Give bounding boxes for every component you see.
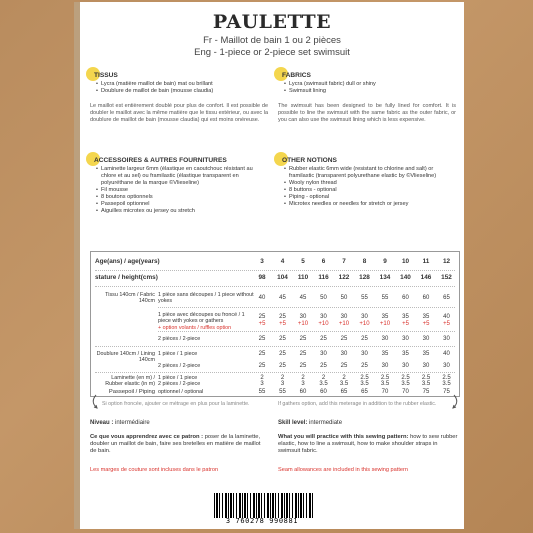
table-cell: +5 (443, 321, 450, 327)
table-cell: 30 (361, 314, 368, 320)
table-cell: 30 (340, 351, 348, 357)
skill-label: Skill level: (278, 420, 308, 426)
learn-en-label: What you will practice with this sewing pattern: (278, 434, 409, 440)
table-cell: 30 (443, 336, 450, 342)
list-item: • 8 buttons - optional (284, 187, 456, 194)
table-cell: 2 (260, 375, 264, 381)
table-cell: 25 (299, 336, 307, 342)
table-cell: 60 (422, 295, 430, 301)
table-cell: 10 (401, 258, 410, 265)
table-cell: 122 (338, 274, 350, 281)
table-cell: +10 (338, 321, 350, 327)
list-item: • Aiguilles microtex ou jersey ou stretch (96, 208, 268, 215)
table-cell: 25 (279, 314, 286, 320)
table-cell: 30 (422, 336, 430, 342)
learn-fr-text: poser de la laminette, doubler un maillot de bain, faire ses bretelles en matière de maillot de bain. (90, 434, 261, 454)
table-cell: 3 (260, 381, 264, 387)
table-cell: 60 (402, 295, 409, 301)
table-cell: 3.5 (319, 381, 328, 387)
table-cell: 25 (340, 363, 348, 369)
seam-allowance-en: Seam allowances are included in this sewing pattern (278, 467, 408, 473)
table-cell: 25 (361, 363, 368, 369)
table-cell: 30 (422, 363, 430, 369)
table-cell: 134 (379, 274, 391, 281)
table-cell: 3.5 (339, 381, 349, 387)
doublure-label: Doublure 140cm / Lining 140cm (96, 351, 155, 364)
barcode-number: 3 760278 990881 (225, 517, 299, 525)
learn-en-text: how to sew rubber elastic, how to line a swimsuit, how to make shoulder straps in swimsuit fabric. (278, 434, 458, 454)
fabrics-heading: FABRICS (278, 72, 456, 79)
learn-fr-label: Ce que vous apprendrez avec ce patron : (90, 434, 204, 440)
table-cell: 2.5 (442, 375, 451, 381)
passepoil-label: Passepoil / Piping (108, 389, 155, 395)
table-cell: 30 (320, 314, 327, 320)
divider (158, 307, 455, 308)
table-cell: 25 (320, 336, 327, 342)
table-cell: 25 (320, 363, 327, 369)
table-cell: 55 (279, 389, 286, 395)
table-cell: 25 (258, 351, 266, 357)
table-cell: 30 (402, 363, 409, 369)
table-cell: 55 (381, 295, 389, 301)
table-cell: 4 (280, 258, 285, 265)
table-cell: 65 (340, 389, 348, 395)
table-cell: 104 (277, 274, 288, 281)
tissu-row-3-label: 2 pièces / 2-piece (158, 336, 201, 342)
niveau-label: Niveau : (90, 420, 114, 426)
table-cell: 25 (340, 336, 348, 342)
table-cell: +10 (379, 321, 391, 327)
ruffles-option-label: + option volants / ruffles option (158, 325, 232, 331)
table-cell: 2 (301, 375, 305, 381)
tissus-heading: TISSUS (90, 72, 268, 79)
subtitle-fr: Fr - Maillot de bain 1 ou 2 pièces (203, 35, 341, 46)
notions-block (278, 157, 456, 208)
accessoires-block (90, 157, 268, 215)
list-item: • Fil mousse (96, 187, 268, 194)
divider (158, 331, 455, 332)
tissus-list (90, 81, 268, 95)
table-cell: 70 (381, 389, 389, 395)
table-cell: 98 (258, 274, 266, 281)
table-cell: +5 (279, 321, 286, 327)
table-cell: 3.5 (442, 381, 451, 387)
table-cell: 2.5 (380, 375, 390, 381)
table-cell: 65 (361, 389, 368, 395)
age-label: Age(ans) / age(years) (95, 258, 160, 265)
list-item: • Passepoil optionnel (96, 201, 268, 208)
table-cell: 3.5 (421, 381, 431, 387)
table-cell: 2 (280, 375, 285, 381)
learn-en (278, 434, 458, 455)
pattern-info-sheet (74, 2, 464, 529)
passepoil-sub-label: optionnel / optional (158, 389, 204, 395)
laminette-row-1-label: 1 pièce / 1 piece (158, 375, 198, 381)
table-cell: 25 (299, 363, 307, 369)
table-cell: 30 (340, 314, 348, 320)
notions-list (278, 166, 456, 208)
table-cell: +10 (297, 321, 309, 327)
divider (95, 286, 455, 287)
tissus-block (90, 72, 268, 123)
table-cell: 40 (258, 295, 266, 301)
accessoires-list (90, 166, 268, 215)
list-item: • Microtex needles or needles for stretch or jersey (284, 201, 456, 208)
curved-arrow-icon (446, 394, 462, 410)
skill-value: intermediate (309, 420, 343, 426)
table-cell: 128 (359, 274, 370, 281)
accessoires-heading: ACCESSOIRES & AUTRES FOURNITURES (90, 157, 268, 164)
seam-allowance-fr: Les marges de couture sont incluses dans le patron (90, 467, 219, 473)
list-item: • Piping - optional (284, 194, 456, 201)
table-cell: 35 (422, 351, 430, 357)
table-cell: 2 (342, 375, 346, 381)
divider (95, 270, 455, 271)
table-cell: +5 (258, 321, 266, 327)
table-cell: 40 (443, 314, 450, 320)
divider (95, 372, 455, 373)
niveau-value: intermédiaire (115, 420, 150, 426)
size-yardage-table (90, 251, 460, 397)
table-cell: 30 (361, 351, 368, 357)
table-cell: 7 (342, 258, 346, 265)
table-cell: 25 (279, 351, 286, 357)
table-cell: 140 (400, 274, 411, 281)
table-cell: 55 (258, 389, 266, 395)
notions-heading: OTHER NOTIONS (278, 157, 456, 164)
table-cell: 75 (422, 389, 430, 395)
laminette-row-2-label: 2 pièces / 2-piece (158, 381, 201, 387)
table-cell: +5 (402, 321, 409, 327)
table-cell: 35 (402, 314, 409, 320)
note-en: If gathers option, add this meterage in addition to the rubber elastic. (278, 401, 437, 407)
table-cell: 35 (422, 314, 430, 320)
table-cell: 30 (443, 363, 450, 369)
table-cell: 40 (443, 351, 450, 357)
list-item: • Lycra (swimsuit fabric) dull or shiny (284, 81, 456, 88)
table-cell: 3 (280, 381, 285, 387)
table-cell: 30 (381, 363, 389, 369)
table-cell: 35 (381, 351, 389, 357)
table-cell: 3.5 (380, 381, 390, 387)
table-cell: 35 (402, 351, 409, 357)
table-cell: 152 (441, 274, 452, 281)
table-cell: 30 (299, 314, 307, 320)
list-item: • Doublure de maillot de bain (mousse claudia) (96, 88, 268, 95)
fabrics-block (278, 72, 456, 123)
tissu-row-1-label: 1 pièce sans découpes / 1 piece without yokes (158, 292, 254, 305)
stature-label: stature / height(cms) (95, 274, 158, 281)
table-cell: 65 (443, 295, 450, 301)
table-cell: 30 (381, 336, 389, 342)
table-cell: 2.5 (401, 375, 410, 381)
table-cell: 11 (422, 258, 430, 265)
table-cell: 25 (258, 363, 266, 369)
divider (95, 346, 455, 347)
table-cell: 110 (297, 274, 309, 281)
barcode-bars (214, 493, 314, 518)
table-cell: 25 (258, 314, 266, 320)
subtitle-eng: Eng - 1-piece or 2-piece set swimsuit (194, 47, 350, 58)
table-cell: 3 (260, 258, 264, 265)
fabrics-paragraph: The swimsuit has been designed to be fully lined for comfort. It is possible to line the swimsuit with the same fabric as the outer fabric, or you can also use the swimsuit lining which is less expensive. (278, 103, 456, 123)
table-cell: 50 (320, 295, 327, 301)
laminette-label: Laminette (en m) / Rubber elastic (in m) (105, 375, 155, 388)
tissu-label: Tissu 140cm / Fabric 140cm (105, 292, 155, 305)
table-cell: 3.5 (401, 381, 410, 387)
skill-line (278, 420, 342, 426)
table-cell: +5 (422, 321, 430, 327)
table-cell: 116 (318, 274, 329, 281)
table-cell: 25 (279, 336, 286, 342)
note-fr: Si option froncée, ajouter ce métrage en plus pour la laminette. (102, 401, 250, 407)
table-cell: 55 (361, 295, 368, 301)
table-cell: 2.5 (421, 375, 431, 381)
table-cell: 25 (258, 336, 266, 342)
list-item: • Lycra (matière maillot de bain) mat ou brillant (96, 81, 268, 88)
fabrics-list (278, 81, 456, 95)
table-cell: 45 (279, 295, 286, 301)
table-cell: 60 (320, 389, 327, 395)
table-cell: 3 (301, 381, 305, 387)
table-cell: 35 (381, 314, 389, 320)
doublure-row-1-label: 1 pièce / 1 piece (158, 351, 198, 357)
table-cell: +10 (318, 321, 329, 327)
list-item: • Rubber elastic 6mm wide (resistant to chlorine and salt) or framilastic (transparent polyurethane elastic by ©Vlieseline) (284, 166, 456, 180)
list-item: • Wooly nylon thread (284, 180, 456, 187)
doublure-row-2-label: 2 pièces / 2-piece (158, 363, 201, 369)
niveau-line (90, 420, 150, 426)
table-cell: 12 (442, 258, 451, 265)
table-cell: 146 (420, 274, 432, 281)
list-item: • Swimsuit lining (284, 88, 456, 95)
learn-fr (90, 434, 268, 455)
table-cell: 30 (320, 351, 327, 357)
table-cell: 9 (383, 258, 387, 265)
table-cell: 25 (361, 336, 368, 342)
list-item: • 8 boutons optionnels (96, 194, 268, 201)
table-cell: 70 (402, 389, 409, 395)
table-cell: 5 (301, 258, 305, 265)
tissu-row-2-label: 1 pièce avec découpes ou froncé / 1 piece with yokes or gathers (158, 312, 245, 325)
list-item: • Laminette largeur 6mm (élastique en caoutchouc résistant au chlore et au sel) ou framilastic (élastique transparent en polyuréthane de la marque ©Vlieseline) (96, 166, 268, 187)
table-cell: 6 (321, 258, 326, 265)
table-cell: 75 (443, 389, 450, 395)
table-cell: 50 (340, 295, 348, 301)
table-cell: 60 (299, 389, 307, 395)
table-cell: 25 (279, 363, 286, 369)
table-cell: 25 (299, 351, 307, 357)
table-cell: 8 (362, 258, 367, 265)
tissus-paragraph: Le maillot est entièrement doublé pour plus de confort. Il est possible de doubler le maillot avec la même matière que le tissu extérieur, ou avec la doublure de maillot de bain (mousse claudia) qui est moins onéreuse. (90, 103, 268, 123)
table-cell: 45 (299, 295, 307, 301)
table-cell: +10 (359, 321, 370, 327)
table-cell: 30 (402, 336, 409, 342)
table-cell: 2 (321, 375, 326, 381)
barcode (206, 493, 318, 527)
table-cell: 3.5 (360, 381, 369, 387)
table-cell: 2.5 (360, 375, 369, 381)
pattern-title: PAULETTE (212, 11, 332, 33)
